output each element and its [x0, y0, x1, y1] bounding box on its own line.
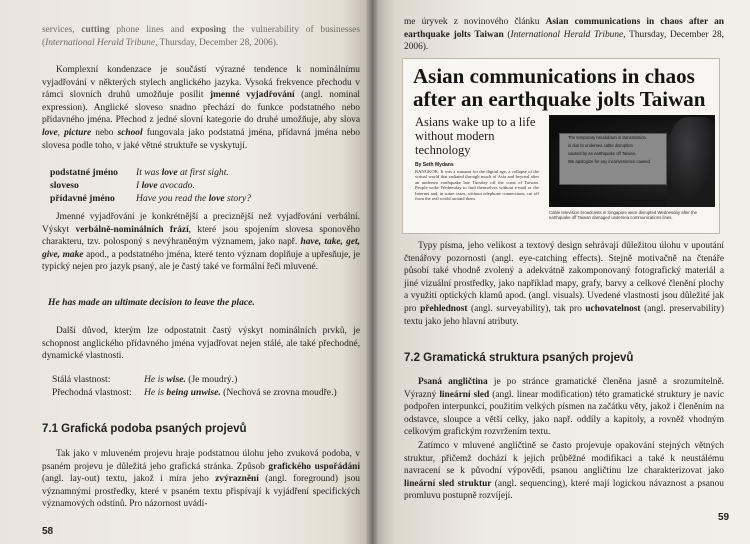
nominal-paragraph-2: Jmenné vyjadřování je konkrétnější a preciznější než vyjadřování verbální. Výskyt verbálně-nominálních frází, které jsou spojením slovesa sponověho charakteru, tzv. polosponý s nevýhraněným významem, jako např. have, take, get, give, make apod., a podstatného jména, které tento význam doplňuje a upřesňuje, je typický nejen pro jazyk psaný, ale je častý také ve formální řeči mluvené. — [42, 212, 360, 273]
clipping-caption: Cable television broadcasts in Singapore were disrupted Wednesday after the earthquake off Taiwan damaged undersea communications lines. — [549, 210, 698, 220]
word-class-table — [50, 166, 251, 205]
list-item: Stálá vlastnost: He is wise. (Je moudrý.) — [52, 374, 238, 385]
clipping-photo — [549, 115, 715, 207]
section-heading-7-2: 7.2 Gramatická struktura psaných projevů — [404, 352, 634, 364]
graphic-paragraph: Tak jako v mluveném projevu hraje podstatnou úlohu jeho zvuková podoba, v psaném projevu je důležitá jeho grafická stránka. Způsob grafického uspořádání (angl. lay-out) textu, jakož i míra jeho zvýraznění (angl. foreground) jsou významnými prostředky, které v psaném textu přispívají k vyjádření specifických významových odstínů. Pro názornost uvádí- — [42, 449, 360, 510]
table-row: přídavné jméno Have you read the love story? — [50, 193, 252, 204]
clipping-byline: By Seth Mydans — [415, 162, 454, 168]
section-heading-7-1: 7.1 Grafická podoba psaných projevů — [42, 423, 247, 435]
page-number-right: 59 — [718, 512, 730, 523]
grammar-paragraph-1: Psaná angličtina je po stránce gramatické členěna jasně a srozumitelně. Výrazný lineární sled (angl. linear modification) této gramatické struktury je navíc podpořen interpunkcí, použitím velkých písmen na začátku věty, jakož i členěním na odstavce, sloupce a větší celky, jako např. oddíly a kapitoly, a rovněž vhodným celkovým grafickým rozvržením textu. — [404, 377, 724, 438]
grammar-paragraph-2: Zatímco v mluvené angličtině se často projevuje opakování stejných větných struktur, přičemž dochází k jejich průběžné modifikaci a také k neustálému navracení se k původní výpovědi, psanou angličtinu lze charakterizovat jako lineární sled struktur (angl. sequencing), které mají logickou návaznost a psanou promluvu postupně rozvíjejí. — [404, 441, 724, 502]
table-row: podstatné jméno It was love at first sight. — [50, 167, 229, 178]
person-silhouette — [667, 117, 715, 207]
property-examples — [52, 374, 337, 400]
typeface-paragraph: Typy písma, jeho velikost a textový design sehrávají důležitou úlohu v upoutání čtenářovy pozornosti (angl. eye-catching effects). Stejně motivačně na čtenáře působí také vhodně zvolený a adekvátně zakomponovaný fotografický materiál a jiné vizuální prostředky, jako například mapy, grafy, barvy a celkové členění plochy a využití optických klamů apod. (angl. visuals). Uvedené vlastnosti jsou důležité jak pro přehlednost (angl. surveyability), tak pro uchovatelnost (angl. preservability) textu jako jeho hlavní atributy. — [404, 241, 724, 327]
example-quote: He has made an ultimate decision to leave the place. — [48, 297, 255, 308]
clipping-headline: Asian communications in chaos after an earthquake jolts Taiwan — [413, 64, 706, 111]
clipping-subhead: Asians wake up to a life without modern technology — [415, 115, 536, 157]
page-number-left: 58 — [42, 526, 54, 537]
book-gutter — [366, 0, 378, 544]
list-item: Přechodná vlastnost: He is being unwise. (Nechová se zrovna moudře.) — [52, 386, 337, 398]
newspaper-clipping — [402, 58, 720, 234]
left-top-paragraph: services, cutting phone lines and exposing the vulnerability of businesses (International Herald Tribune, Thursday, December 28, 2006). — [42, 25, 360, 48]
nominal-paragraph-1: Komplexní kondenzace je součástí výrazné tendence k nominálnímu vyjadřování v některých stylech anglického jazyka. Vysoká frekvence přechodu v rámci slovních druhů umožňuje posílit jmenné vyjadřování (angl. nominal expression). Anglické sloveso snadno přechází do funkce podstatného nebo přídavného jména. Přechod z jedné slovní kategorie do druhé umožňuje, aby slova love, picture nebo school fungovala jako podstatná jména, přídavná jména nebo slovesa podle toho, v jaké větné struktuře se vyskytují. — [42, 65, 360, 151]
table-row: sloveso I love avocado. — [50, 180, 195, 191]
clipping-body: BANGKOK: It was a tsunami for the digital age, a collapse of the virtual world that radiated through much of Asia and beyond after an undersea earthquake late Tuesday off the coast of Taiwan. People woke Wednesday to find themselves without e-mail or the Internet and, in some cases, without telephone connections, cut off from the real world around them. — [415, 169, 539, 202]
tv-screen: The temporary breakdown in transmission is due to undersea cable disruption caused by an earthquake off Taiwan. We apologize for any inconvenience caused. — [559, 133, 667, 185]
right-top-paragraph: me úryvek z novinového článku Asian communications in chaos after an earthquake jolts Taiwan (International Herald Tribune, Thursday, December 28, 2006). — [404, 17, 724, 53]
reason-paragraph: Další důvod, kterým lze odpostatnit častý výskyt nominálních prvků, je schopnost anglického přídavného jména vyjadřovat nejen stálé, ale také přechodné, dynamické vlastnosti. — [42, 326, 360, 362]
